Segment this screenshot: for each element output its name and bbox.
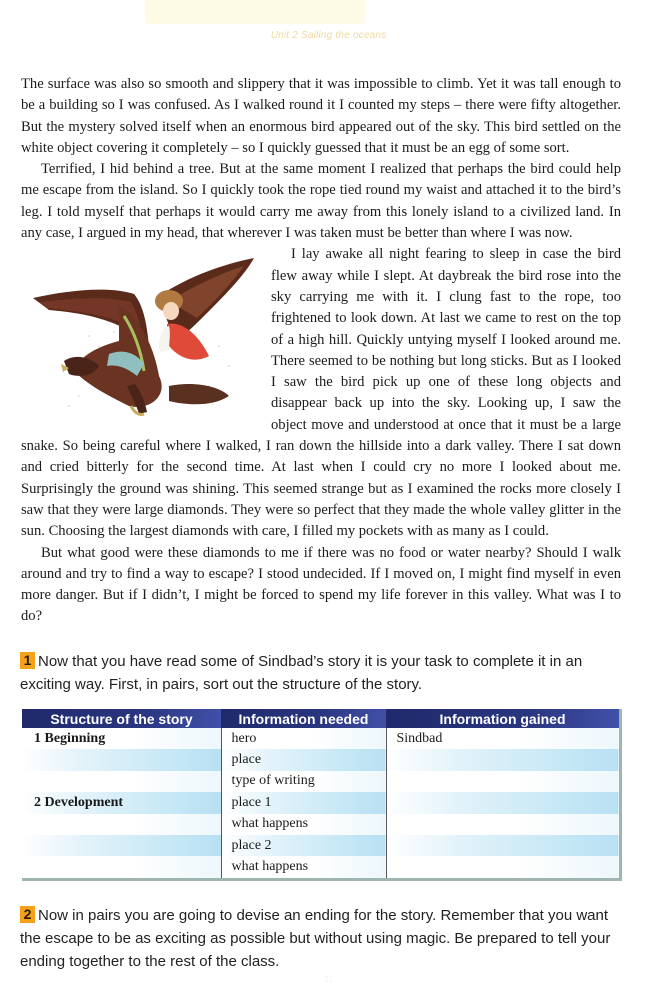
cell-structure: [22, 814, 221, 835]
bird-carrying-man-icon: [19, 246, 267, 418]
column-header-gained: Information gained: [386, 709, 619, 728]
cell-structure: [22, 749, 221, 770]
cell-needed: place: [221, 749, 386, 770]
table-header-row: [22, 709, 619, 728]
table-row: [22, 814, 619, 835]
page-number: 21: [324, 975, 333, 984]
cell-structure: 2 Development: [22, 792, 221, 813]
cell-needed: what happens: [221, 856, 386, 877]
task-1: [20, 650, 626, 696]
cell-needed: what happens: [221, 814, 386, 835]
story-paragraph: [21, 159, 621, 244]
table-row: [22, 749, 619, 770]
column-header-needed: Information needed: [221, 709, 386, 728]
cell-gained[interactable]: [386, 749, 619, 770]
story-paragraph: I lay awake all night fearing to sleep in case the bird flew away while I slept. At daybreak the bird rose into the sky carrying me with it. I clung fast to the rope, too frightened to look down. At last we came to rest on the top of a high hill. Quickly untying myself I looked around me. There seemed to be nothing but long sticks. But as I looked I saw the bird pick up one of these long objects and disappear back up into the sky. Looking up, I saw the object move and understood at once that it must be a large snake. So being careful where I walked, I ran down the hillside into a dark valley. There I sat down and cried bitterly for the second time. At last when I could cry no more I looked about me. Surprisingly the ground was shining. This seemed strange but as I examined the rocks more closely I saw that they were large diamonds. They were so perfect that they made the whole valley glitter in the sun. Choosing the largest diamonds with care, I filled my pockets with as many as I could.: [21, 246, 621, 540]
task-text: Now in pairs you are going to devise an ending for the story. Remember that you want the escape to be as exciting as possible but without using magic. Be prepared to tell your ending together to the rest of the class.: [20, 907, 611, 970]
task-text: Now that you have read some of Sindbad’s story it is your task to complete it in an exciting way. First, in pairs, sort out the structure of the story.: [20, 653, 583, 693]
header-decoration: [145, 0, 365, 24]
story-text: [21, 74, 621, 628]
cell-needed: hero: [221, 728, 386, 749]
giant-bird-illustration: [19, 246, 267, 418]
table-row: [22, 856, 619, 877]
cell-needed: place 1: [221, 792, 386, 813]
story-structure-table: [22, 709, 622, 881]
cell-structure: [22, 835, 221, 856]
story-paragraph: The surface was also so smooth and slippery that it was impossible to climb. Yet it was tall enough to be a building so I was confused. As I walked round it I counted my steps – there were fifty altogether. But the mystery solved itself when an enormous bird appeared out of the sky. This bird settled on the white object covering it completely – so I quickly guessed that it must be an egg of some sort.: [21, 76, 621, 156]
story-paragraph: But what good were these diamonds to me if there was no food or water nearby? Should I walk around and try to find a way to escape? I stood undecided. If I moved on, I might find myself in even more danger. But if I didn’t, I might be forced to spend my life forever in this valley. What was I to do?: [21, 544, 621, 625]
cell-gained[interactable]: [386, 835, 619, 856]
table-row: [22, 771, 619, 792]
cell-structure: [22, 771, 221, 792]
cell-gained[interactable]: [386, 792, 619, 813]
cell-gained[interactable]: [386, 856, 619, 877]
task-number-badge: 1: [20, 652, 35, 669]
cell-gained[interactable]: Sindbad: [386, 728, 619, 749]
table-row: [22, 835, 619, 856]
task-number-badge: 2: [20, 906, 35, 923]
column-header-structure: Structure of the story: [22, 709, 221, 728]
table-row: [22, 728, 619, 749]
cell-needed: place 2: [221, 835, 386, 856]
story-paragraph-text: Terrified, I hid behind a tree. But at the same moment I realized that perhaps the bird could help me escape from the island. So I quickly took the rope tied round my waist and attached it to the bird’s leg. I told myself that perhaps it would carry me away from this lonely island to a civilized land. In any case, I argued in my head, that wherever I was taken must be better than where I was now.: [21, 161, 621, 242]
cell-gained[interactable]: [386, 771, 619, 792]
cell-gained[interactable]: [386, 814, 619, 835]
cell-structure: [22, 856, 221, 877]
cell-structure: 1 Beginning: [22, 728, 221, 749]
cell-needed: type of writing: [221, 771, 386, 792]
task-2: [20, 904, 626, 973]
table-row: [22, 792, 619, 813]
running-head: Unit 2 Sailing the oceans: [270, 30, 387, 41]
